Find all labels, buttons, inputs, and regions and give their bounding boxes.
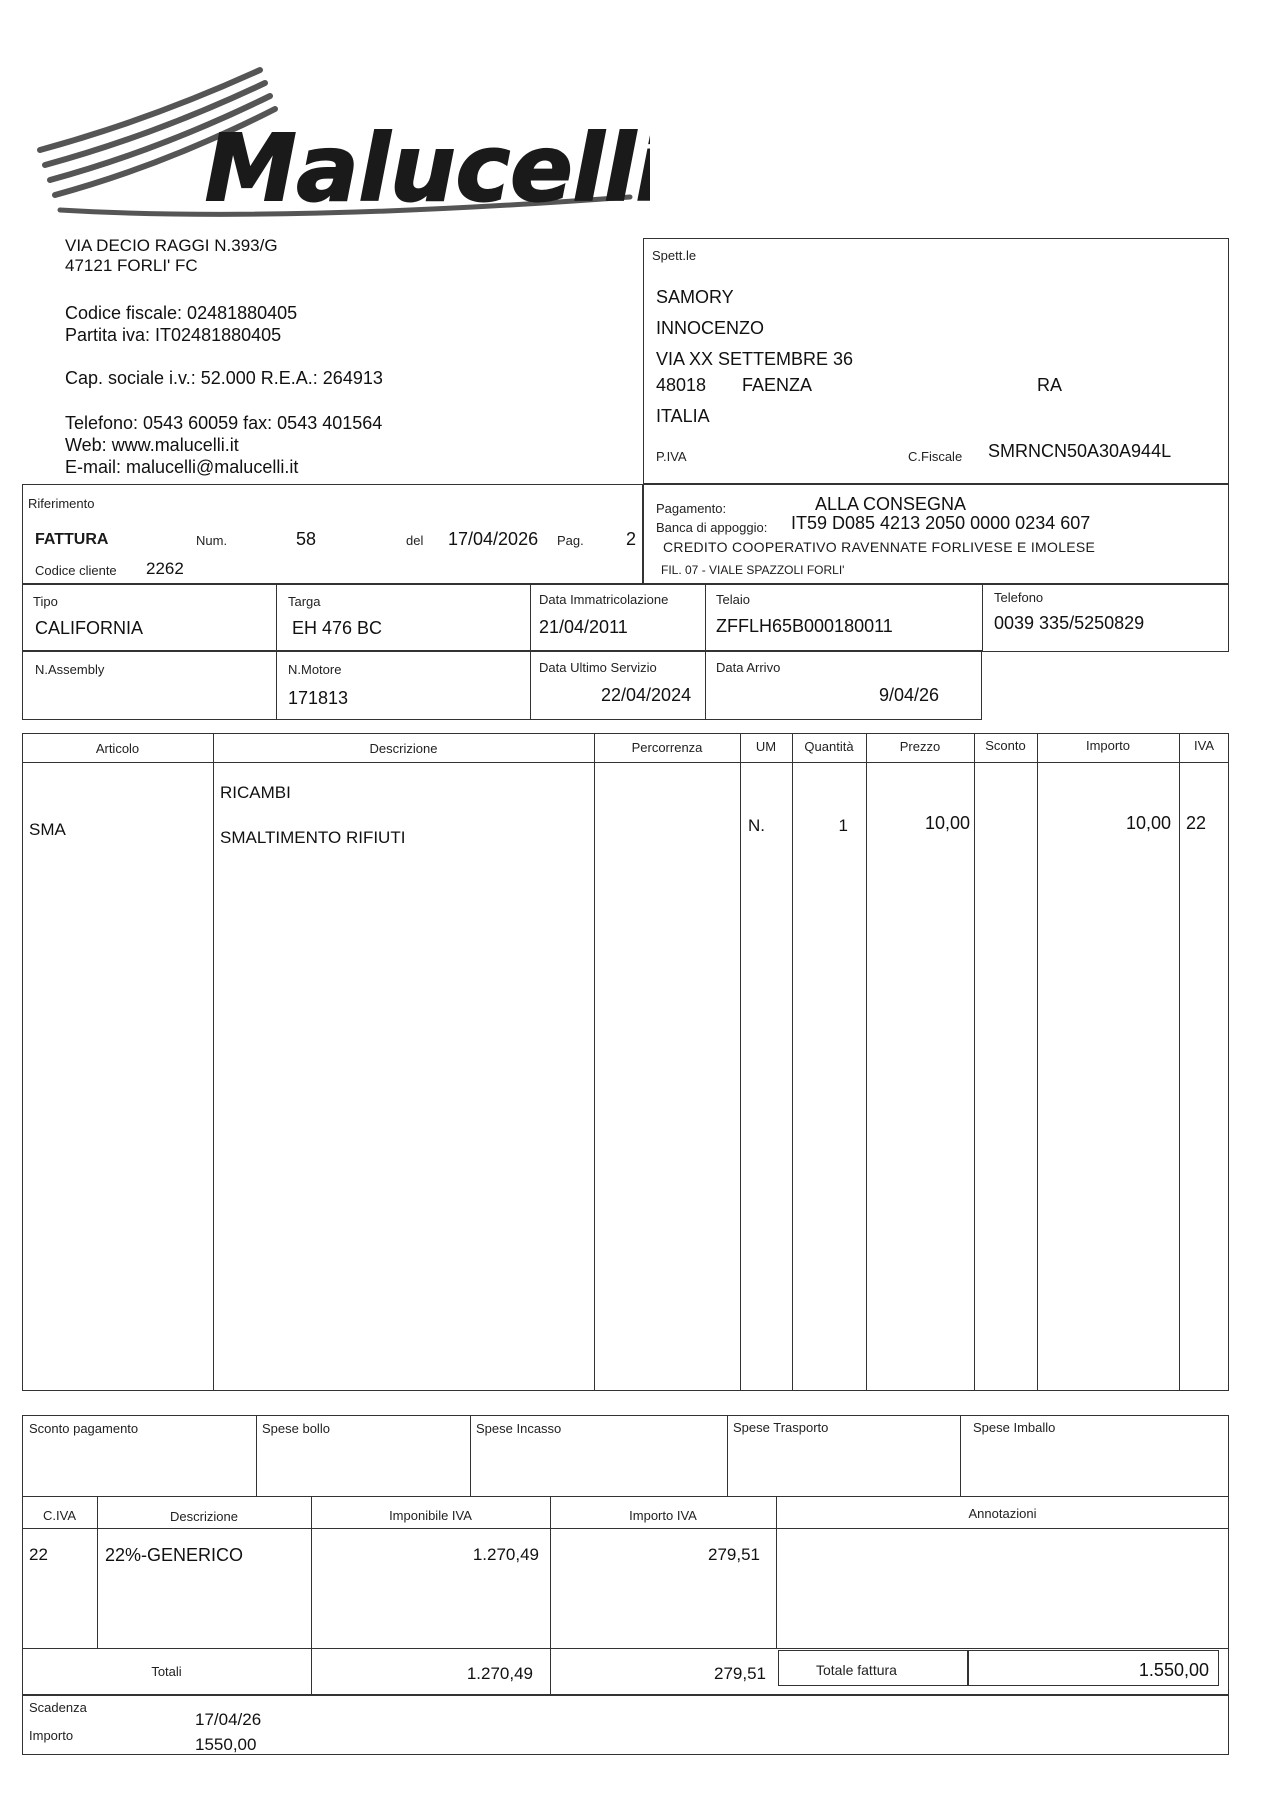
immatricolazione-value: 21/04/2011: [539, 617, 628, 637]
arrivo-value: 9/04/26: [879, 685, 940, 705]
header-sconto: Sconto: [985, 738, 1026, 753]
immatricolazione-label: Data Immatricolazione: [539, 592, 669, 607]
recipient-label: Spett.le: [652, 248, 697, 263]
telefono-label: Telefono: [994, 590, 1044, 605]
company-address-1: VIA DECIO RAGGI N.393/G: [65, 236, 278, 255]
telaio-value: ZFFLH65B000180011: [716, 616, 893, 636]
header-percorrenza: Percorrenza: [631, 740, 703, 755]
cliente-label: Codice cliente: [35, 563, 117, 578]
bank-branch: FIL. 07 - VIALE SPAZZOLI FORLI': [661, 563, 845, 577]
vehicle-box-2: [22, 650, 982, 720]
annotazioni-header: Annotazioni: [968, 1506, 1037, 1521]
recipient-cf-label: C.Fiscale: [908, 449, 963, 464]
recipient-cf-value: SMRNCN50A30A944L: [988, 441, 1172, 461]
recipient-name-2: INNOCENZO: [656, 318, 764, 338]
header-um: UM: [755, 739, 777, 754]
totali-imponibile: 1.270,49: [466, 1664, 533, 1683]
scadenza-label: Scadenza: [29, 1700, 87, 1715]
recipient-province: RA: [1037, 375, 1063, 395]
bank-label: Banca di appoggio:: [656, 520, 768, 535]
importo-value: 1550,00: [195, 1735, 257, 1754]
row-articolo: SMA: [29, 820, 66, 839]
pag-label: Pag.: [557, 533, 584, 548]
row-descrizione: SMALTIMENTO RIFIUTI: [220, 828, 406, 847]
vat-descrizione-header: Descrizione: [170, 1509, 238, 1524]
page-number: 2: [626, 529, 637, 549]
telaio-label: Telaio: [716, 592, 750, 607]
row-um: N.: [748, 816, 765, 835]
spese-bollo-label: Spese bollo: [262, 1421, 330, 1436]
company-logo: [30, 25, 650, 225]
civa-header: C.IVA: [43, 1508, 76, 1523]
header-iva: IVA: [1194, 738, 1214, 753]
bank-iban: IT59 D085 4213 2050 0000 0234 607: [791, 513, 1091, 533]
num-label: Num.: [196, 533, 228, 548]
vat-importo: 279,51: [708, 1545, 760, 1564]
ultimo-servizio-value: 22/04/2024: [601, 685, 692, 705]
invoice-number: 58: [296, 529, 317, 549]
targa-label: Targa: [288, 594, 321, 609]
spese-imballo-label: Spese Imballo: [973, 1420, 1056, 1435]
tipo-value: CALIFORNIA: [35, 618, 144, 638]
importo-iva-header: Importo IVA: [629, 1508, 697, 1523]
header-descrizione: Descrizione: [369, 741, 438, 756]
cliente-value: 2262: [146, 559, 184, 578]
assembly-label: N.Assembly: [35, 662, 105, 677]
totale-fattura-label: Totale fattura: [816, 1662, 897, 1678]
motore-value: 171813: [288, 688, 349, 708]
row-quantita: 1: [838, 816, 848, 835]
spese-trasporto-label: Spese Trasporto: [733, 1420, 829, 1435]
arrivo-label: Data Arrivo: [716, 660, 781, 675]
recipient-city: FAENZA: [742, 375, 813, 395]
tipo-label: Tipo: [33, 594, 58, 609]
recipient-street: VIA XX SETTEMBRE 36: [656, 349, 854, 369]
motore-label: N.Motore: [288, 662, 342, 677]
company-email: E-mail: malucelli@malucelli.it: [65, 457, 299, 477]
recipient-piva-label: P.IVA: [656, 449, 687, 464]
recipient-country: ITALIA: [656, 406, 710, 426]
header-articolo: Articolo: [95, 741, 140, 756]
recipient-name-1: SAMORY: [656, 287, 734, 307]
scadenza-value: 17/04/26: [195, 1710, 262, 1729]
payment-value: ALLA CONSEGNA: [815, 494, 967, 514]
company-web: Web: www.malucelli.it: [65, 435, 239, 455]
bank-name: CREDITO COOPERATIVO RAVENNATE FORLIVESE E IMOLESE: [663, 539, 1096, 555]
del-label: del: [406, 533, 424, 548]
invoice-date: 17/04/2026: [448, 529, 539, 549]
company-capitale: Cap. sociale i.v.: 52.000 R.E.A.: 264913: [65, 368, 383, 388]
row-iva: 22: [1186, 813, 1207, 833]
ultimo-servizio-label: Data Ultimo Servizio: [539, 660, 657, 675]
company-partita-iva: Partita iva: IT02481880405: [65, 325, 282, 345]
spese-incasso-label: Spese Incasso: [476, 1421, 562, 1436]
header-prezzo: Prezzo: [899, 739, 941, 754]
importo-label: Importo: [29, 1728, 74, 1743]
header-quantita: Quantità: [804, 739, 854, 754]
telefono-value: 0039 335/5250829: [994, 613, 1145, 633]
company-address-2: 47121 FORLI' FC: [65, 256, 198, 275]
totale-fattura-value: 1.550,00: [1138, 1660, 1209, 1680]
svg-text:Malucelli: Malucelli: [205, 115, 650, 222]
vat-civa: 22: [29, 1545, 48, 1564]
section-ricambi: RICAMBI: [220, 783, 291, 802]
doc-type: FATTURA: [35, 531, 109, 548]
vat-descrizione: 22%-GENERICO: [105, 1545, 244, 1565]
vat-imponibile: 1.270,49: [472, 1545, 539, 1564]
sconto-pagamento-label: Sconto pagamento: [29, 1421, 139, 1436]
company-telefono: Telefono: 0543 60059 fax: 0543 401564: [65, 413, 383, 433]
recipient-cap: 48018: [656, 375, 707, 395]
imponibile-header: Imponibile IVA: [389, 1508, 472, 1523]
targa-value: EH 476 BC: [292, 618, 383, 638]
row-prezzo: 10,00: [924, 813, 970, 833]
totali-label: Totali: [151, 1664, 182, 1679]
company-codice-fiscale: Codice fiscale: 02481880405: [65, 303, 298, 323]
row-importo: 10,00: [1125, 813, 1171, 833]
totali-importo: 279,51: [714, 1664, 766, 1683]
header-importo: Importo: [1085, 738, 1131, 753]
reference-label: Riferimento: [28, 496, 95, 511]
payment-label: Pagamento:: [656, 501, 727, 516]
